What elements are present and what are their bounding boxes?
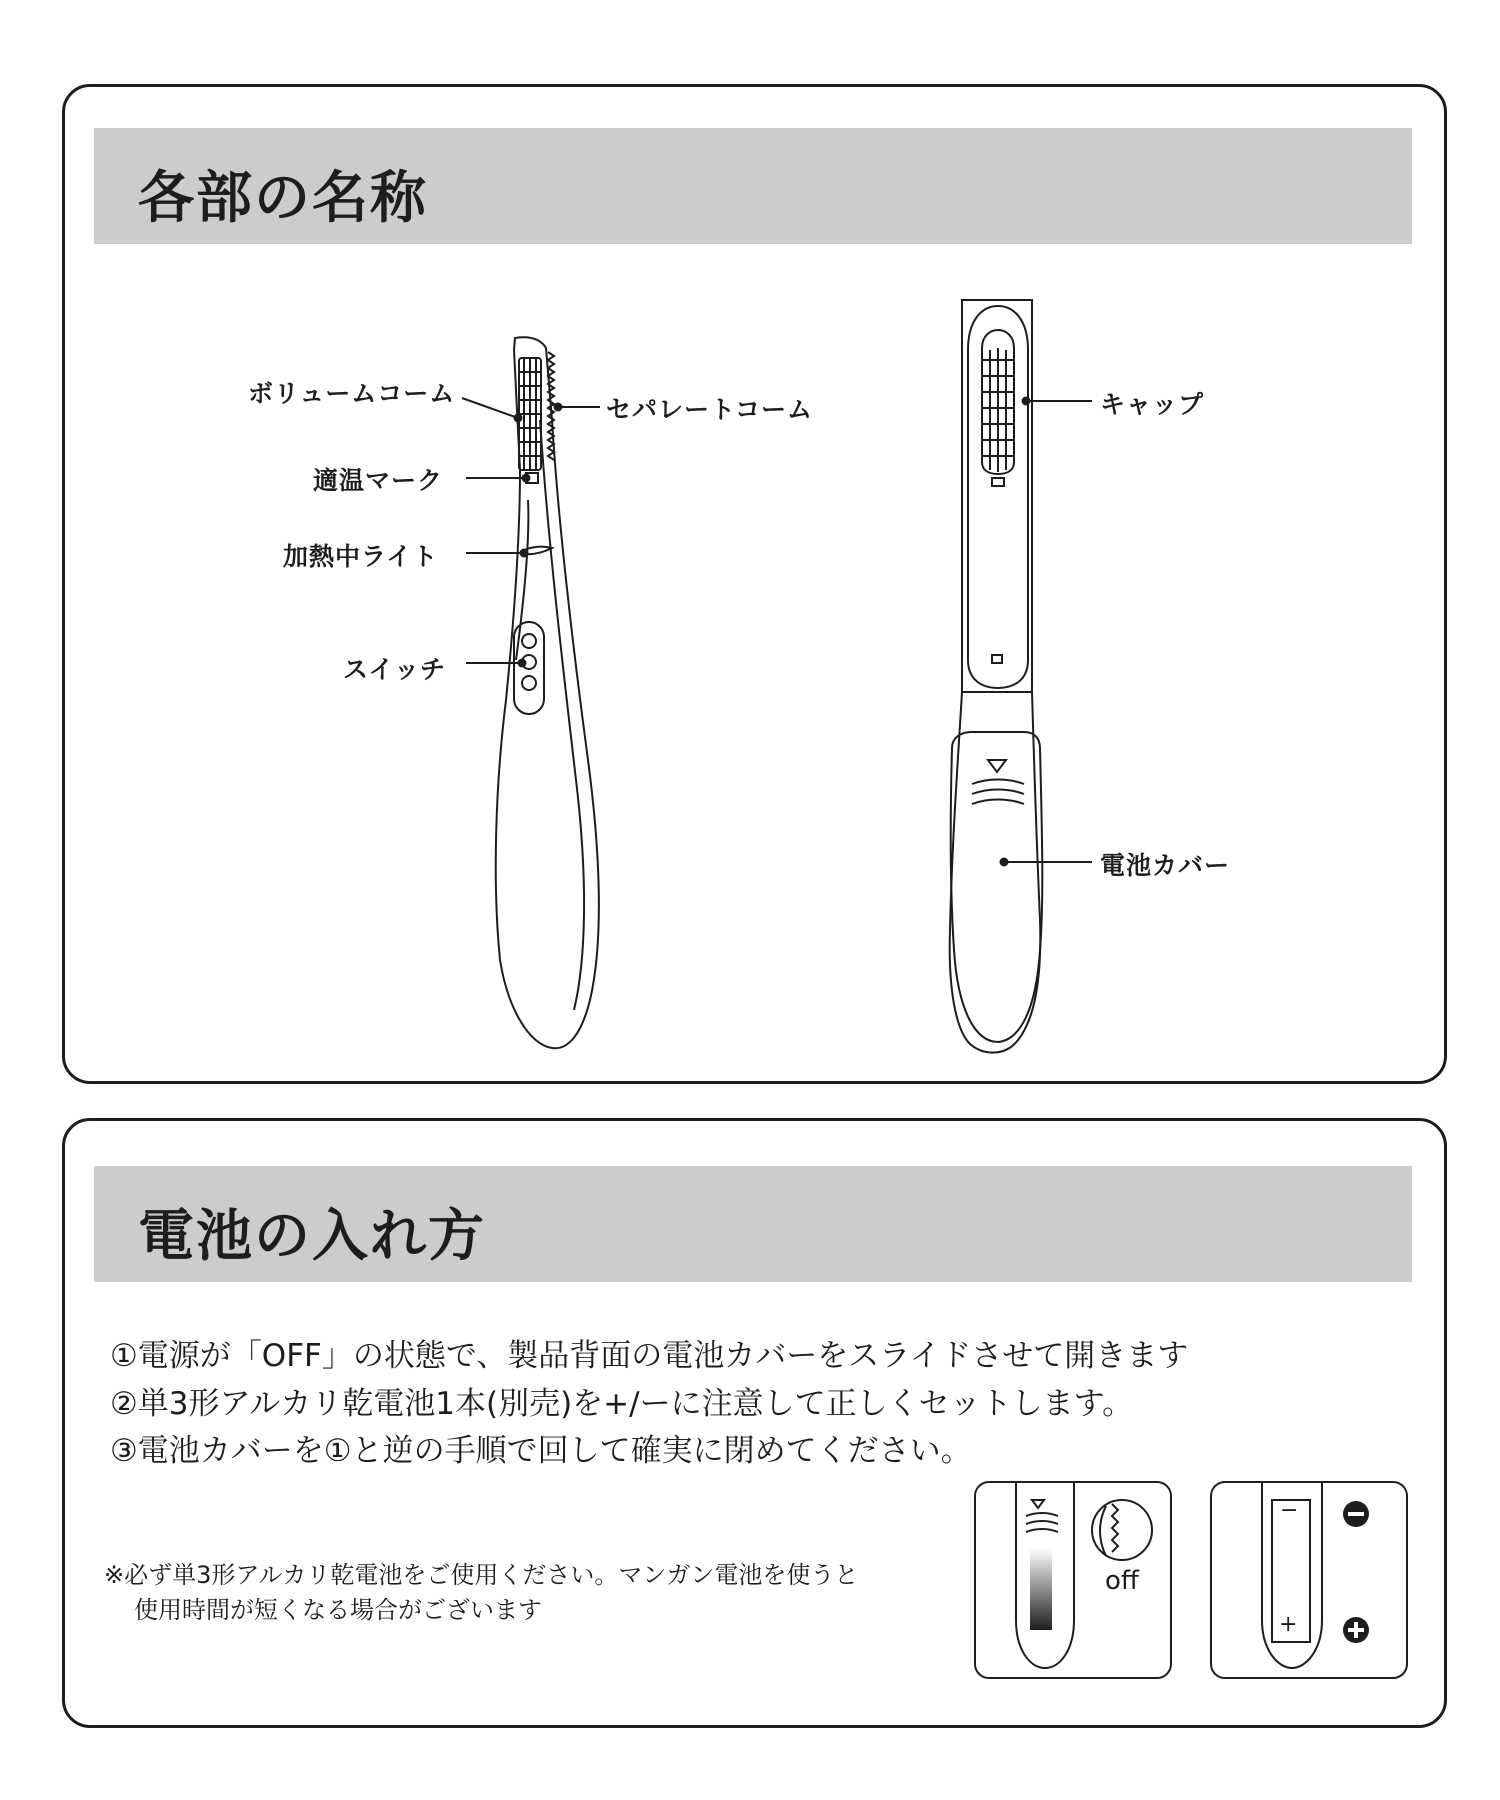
- battery-section-title: 電池の入れ方: [138, 1204, 486, 1269]
- battery-plus-label: +: [1279, 1612, 1298, 1637]
- plus-circle-icon: [1343, 1617, 1369, 1643]
- volume-comb-teeth: [519, 358, 541, 470]
- curler-front-illustration: [462, 337, 600, 1048]
- label-separate-comb: セパレートコーム: [606, 395, 814, 424]
- label-battery-cover: 電池カバー: [1100, 851, 1231, 880]
- off-switch-illustration: [975, 1482, 1171, 1678]
- minus-circle-icon: [1343, 1501, 1369, 1527]
- label-volume-comb: ボリュームコーム: [248, 379, 456, 408]
- label-switch: スイッチ: [343, 655, 447, 684]
- step-2: ②単3形アルカリ乾電池1本(別売)を+/ーに注意して正しくセットします。: [110, 1386, 1134, 1422]
- label-cap: キャップ: [1100, 390, 1205, 419]
- parts-section-title: 各部の名称: [138, 166, 428, 231]
- battery-minus-label: −: [1280, 1498, 1299, 1523]
- label-heating-light: 加熱中ライト: [283, 542, 439, 571]
- note-line-2: 使用時間が短くなる場合がございます: [134, 1596, 542, 1624]
- step-3: ③電池カバーを①と逆の手順で回して確実に閉めてください。: [110, 1433, 972, 1469]
- separate-comb-zigzag: [548, 352, 554, 460]
- off-label: off: [1105, 1566, 1139, 1596]
- battery-polarity-illustration: [1211, 1482, 1407, 1678]
- note-line-1: ※必ず単3形アルカリ乾電池をご使用ください。マンガン電池を使うと: [104, 1561, 859, 1589]
- step-1: ①電源が「OFF」の状態で、製品背面の電池カバーをスライドさせて開きます: [110, 1338, 1189, 1374]
- label-temp-mark: 適温マーク: [313, 466, 444, 495]
- curler-back-illustration: [950, 300, 1092, 1053]
